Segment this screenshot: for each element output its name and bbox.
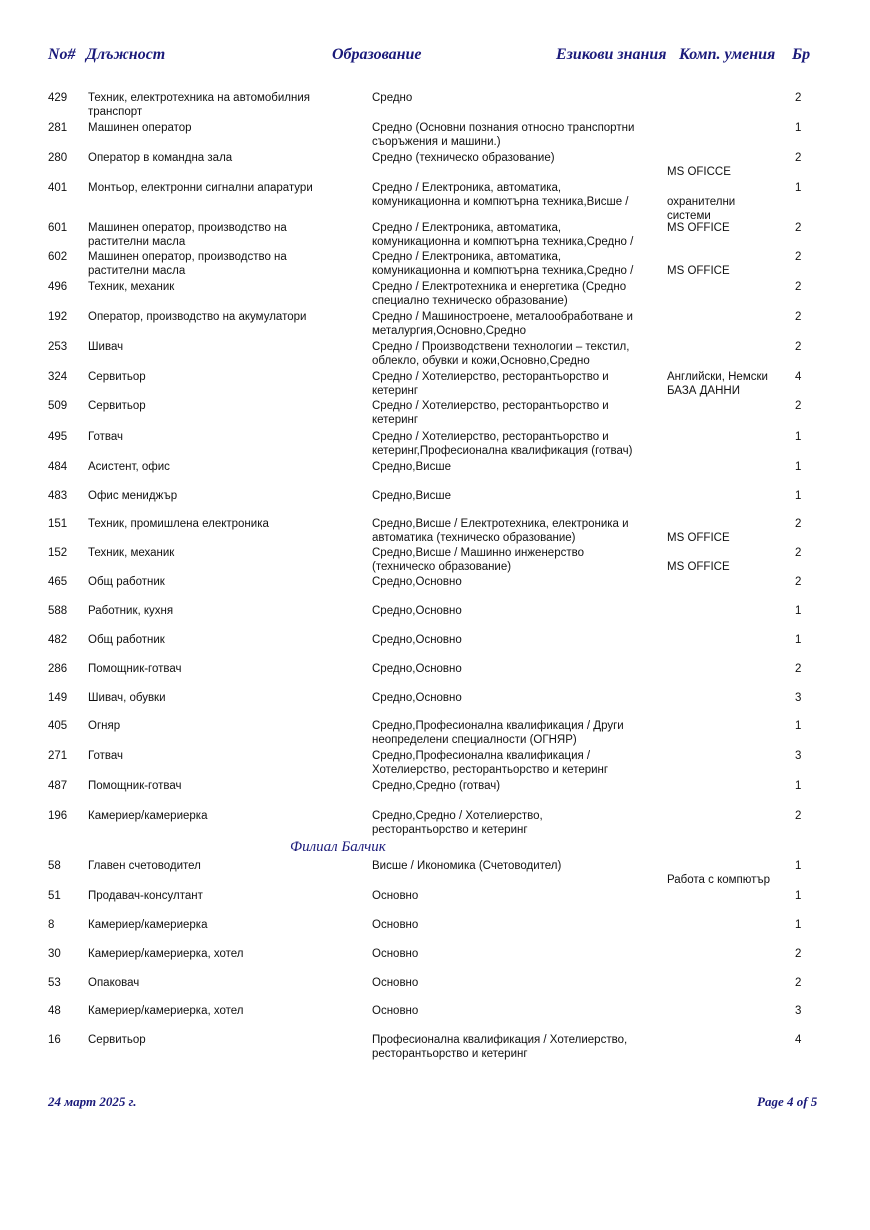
- job-count: 2: [795, 663, 802, 675]
- job-education: Средно,Средно (готвач): [372, 780, 501, 792]
- job-position: Опаковач: [88, 977, 140, 989]
- job-number: 405: [48, 720, 68, 732]
- job-position: Машинен оператор: [88, 122, 192, 134]
- job-count: 3: [795, 692, 802, 704]
- job-number: 151: [48, 518, 68, 530]
- job-count: 1: [795, 182, 802, 194]
- job-position: Сервитьор: [88, 371, 146, 383]
- job-number: 48: [48, 1005, 61, 1017]
- job-number: 324: [48, 371, 68, 383]
- job-education: Средно,Висше / Машинно инженерство (техническо образование): [372, 547, 584, 573]
- job-position: Шивач, обувки: [88, 692, 166, 704]
- job-education: Средно / Машиностроене, металообработване и металургия,Основно,Средно: [372, 311, 633, 337]
- job-count: 2: [795, 281, 802, 293]
- job-education: Основно: [372, 977, 419, 989]
- job-count: 2: [795, 576, 802, 588]
- job-education: Висше / Икономика (Счетоводител): [372, 860, 562, 872]
- job-count: 1: [795, 122, 802, 134]
- job-education: Професионална квалификация / Хотелиерство, ресторантьорство и кетеринг: [372, 1034, 628, 1060]
- job-position: Камериер/камериерка, хотел: [88, 1005, 244, 1017]
- job-position: Офис мениджър: [88, 490, 178, 502]
- job-education: Средно,Основно: [372, 692, 462, 704]
- column-header-education: Образование: [332, 46, 422, 63]
- job-position: Техник, механик: [88, 281, 175, 293]
- job-computer-skills: MS OFFICE: [667, 532, 730, 544]
- job-number: 483: [48, 490, 68, 502]
- job-number: 484: [48, 461, 68, 473]
- job-education: Основно: [372, 919, 419, 931]
- footer-page-number: Page 4 of 5: [757, 1094, 818, 1109]
- job-position: Техник, електротехника на автомобилния транспорт: [88, 92, 310, 118]
- job-number: 286: [48, 663, 68, 675]
- job-count: 1: [795, 605, 802, 617]
- job-position: Готвач: [88, 750, 123, 762]
- job-count: 1: [795, 431, 802, 443]
- job-count: 2: [795, 547, 802, 559]
- job-education: Основно: [372, 890, 419, 902]
- job-number: 53: [48, 977, 61, 989]
- job-position: Помощник-готвач: [88, 663, 182, 675]
- job-computer-skills: MS OFFICE: [667, 561, 730, 573]
- job-count: 1: [795, 890, 802, 902]
- job-count: 1: [795, 490, 802, 502]
- job-count: 1: [795, 461, 802, 473]
- job-education: Средно / Електротехника и енергетика (Средно специално техническо образование): [372, 281, 627, 307]
- job-number: 192: [48, 311, 68, 323]
- footer-date: 24 март 2025 г.: [48, 1094, 137, 1109]
- job-count: 2: [795, 400, 802, 412]
- job-number: 280: [48, 152, 68, 164]
- job-position: Работник, кухня: [88, 605, 174, 617]
- job-computer-skills: охранителни системи: [667, 196, 736, 222]
- job-number: 152: [48, 547, 68, 559]
- job-position: Камериер/камериерка: [88, 810, 208, 822]
- job-count: 1: [795, 720, 802, 732]
- job-position: Оператор в командна зала: [88, 152, 233, 164]
- job-education: Средно (техническо образование): [372, 152, 555, 164]
- job-count: 1: [795, 919, 802, 931]
- job-number: 51: [48, 890, 61, 902]
- job-number: 271: [48, 750, 68, 762]
- column-header-no: No#: [48, 46, 76, 63]
- job-position: Помощник-готвач: [88, 780, 182, 792]
- job-count: 2: [795, 251, 802, 263]
- job-number: 196: [48, 810, 68, 822]
- job-education: Средно / Хотелиерство, ресторантьорство и кетеринг: [372, 400, 609, 426]
- job-computer-skills: Английски, Немски БАЗА ДАННИ: [667, 371, 768, 397]
- section-title: Филиал Балчик: [290, 839, 386, 855]
- column-header-computer: Комп. умения: [679, 46, 776, 63]
- job-number: 253: [48, 341, 68, 353]
- job-count: 2: [795, 341, 802, 353]
- job-count: 1: [795, 634, 802, 646]
- job-position: Продавач-консултант: [88, 890, 203, 902]
- job-education: Средно (Основни познания относно транспортни съоръжения и машини.): [372, 122, 635, 148]
- job-education: Средно,Основно: [372, 663, 462, 675]
- job-education: Основно: [372, 1005, 419, 1017]
- job-number: 8: [48, 919, 55, 931]
- job-number: 149: [48, 692, 68, 704]
- job-number: 30: [48, 948, 61, 960]
- job-number: 509: [48, 400, 68, 412]
- job-position: Асистент, офис: [88, 461, 170, 473]
- job-education: Средно,Основно: [372, 576, 462, 588]
- job-education: Средно / Производствени технологии – текстил, облекло, обувки и кожи,Основно,Средно: [372, 341, 630, 367]
- job-education: Основно: [372, 948, 419, 960]
- job-education: Средно,Висше: [372, 490, 451, 502]
- job-position: Камериер/камериерка, хотел: [88, 948, 244, 960]
- job-computer-skills: MS OFFICE: [667, 222, 730, 234]
- job-count: 2: [795, 810, 802, 822]
- job-education: Средно,Професионална квалификация / Други неопределени специалности (ОГНЯР): [372, 720, 624, 746]
- job-position: Монтьор, електронни сигнални апаратури: [88, 182, 313, 194]
- job-position: Общ работник: [88, 576, 165, 588]
- job-count: 2: [795, 152, 802, 164]
- job-number: 281: [48, 122, 68, 134]
- job-number: 465: [48, 576, 68, 588]
- job-computer-skills: MS OFFICE: [667, 265, 730, 277]
- job-count: 3: [795, 750, 802, 762]
- job-education: Средно / Електроника, автоматика, комуникационна и компютърна техника,Висше /: [372, 182, 629, 208]
- job-position: Главен счетоводител: [88, 860, 201, 872]
- job-education: Средно / Хотелиерство, ресторантьорство и кетеринг: [372, 371, 609, 397]
- column-header-count: Бр: [792, 46, 811, 63]
- job-position: Камериер/камериерка: [88, 919, 208, 931]
- job-number: 496: [48, 281, 68, 293]
- job-number: 601: [48, 222, 68, 234]
- job-number: 588: [48, 605, 68, 617]
- job-education: Средно,Средно / Хотелиерство, ресторантьорство и кетеринг: [372, 810, 543, 836]
- column-header-position: Длъжност: [86, 46, 166, 63]
- job-computer-skills: Работа с компютър: [667, 874, 771, 886]
- job-education: Средно / Хотелиерство, ресторантьорство и кетеринг,Професионална квалификация (готвач): [372, 431, 633, 457]
- job-position: Шивач: [88, 341, 124, 353]
- job-count: 2: [795, 977, 802, 989]
- job-count: 4: [795, 1034, 802, 1046]
- job-education: Средно,Основно: [372, 605, 462, 617]
- job-position: Общ работник: [88, 634, 165, 646]
- job-education: Средно / Електроника, автоматика, комуникационна и компютърна техника,Средно /: [372, 251, 634, 277]
- job-number: 429: [48, 92, 68, 104]
- job-education: Средно,Висше / Електротехника, електроника и автоматика (техническо образование): [372, 518, 629, 544]
- job-count: 2: [795, 311, 802, 323]
- job-count: 4: [795, 371, 802, 383]
- job-count: 2: [795, 222, 802, 234]
- job-position: Техник, механик: [88, 547, 175, 559]
- job-number: 495: [48, 431, 68, 443]
- job-number: 16: [48, 1034, 61, 1046]
- job-education: Средно,Професионална квалификация / Хотелиерство, ресторантьорство и кетеринг: [372, 750, 609, 776]
- job-count: 1: [795, 780, 802, 792]
- job-count: 2: [795, 948, 802, 960]
- job-count: 1: [795, 860, 802, 872]
- job-position: Огняр: [88, 720, 121, 732]
- job-count: 3: [795, 1005, 802, 1017]
- job-position: Готвач: [88, 431, 123, 443]
- job-number: 482: [48, 634, 68, 646]
- column-header-languages: Езикови знания: [556, 46, 667, 63]
- job-position: Сервитьор: [88, 1034, 146, 1046]
- job-position: Машинен оператор, производство на растителни масла: [88, 251, 287, 277]
- job-position: Сервитьор: [88, 400, 146, 412]
- job-education: Средно: [372, 92, 413, 104]
- job-number: 487: [48, 780, 68, 792]
- job-education: Средно / Електроника, автоматика, комуникационна и компютърна техника,Средно /: [372, 222, 634, 248]
- job-count: 2: [795, 92, 802, 104]
- job-count: 2: [795, 518, 802, 530]
- job-position: Оператор, производство на акумулатори: [88, 311, 307, 323]
- job-position: Техник, промишлена електроника: [88, 518, 269, 530]
- job-position: Машинен оператор, производство на растителни масла: [88, 222, 287, 248]
- job-education: Средно,Висше: [372, 461, 451, 473]
- job-number: 602: [48, 251, 68, 263]
- job-education: Средно,Основно: [372, 634, 462, 646]
- job-number: 401: [48, 182, 68, 194]
- job-number: 58: [48, 860, 61, 872]
- job-computer-skills: MS OFICCE: [667, 166, 731, 178]
